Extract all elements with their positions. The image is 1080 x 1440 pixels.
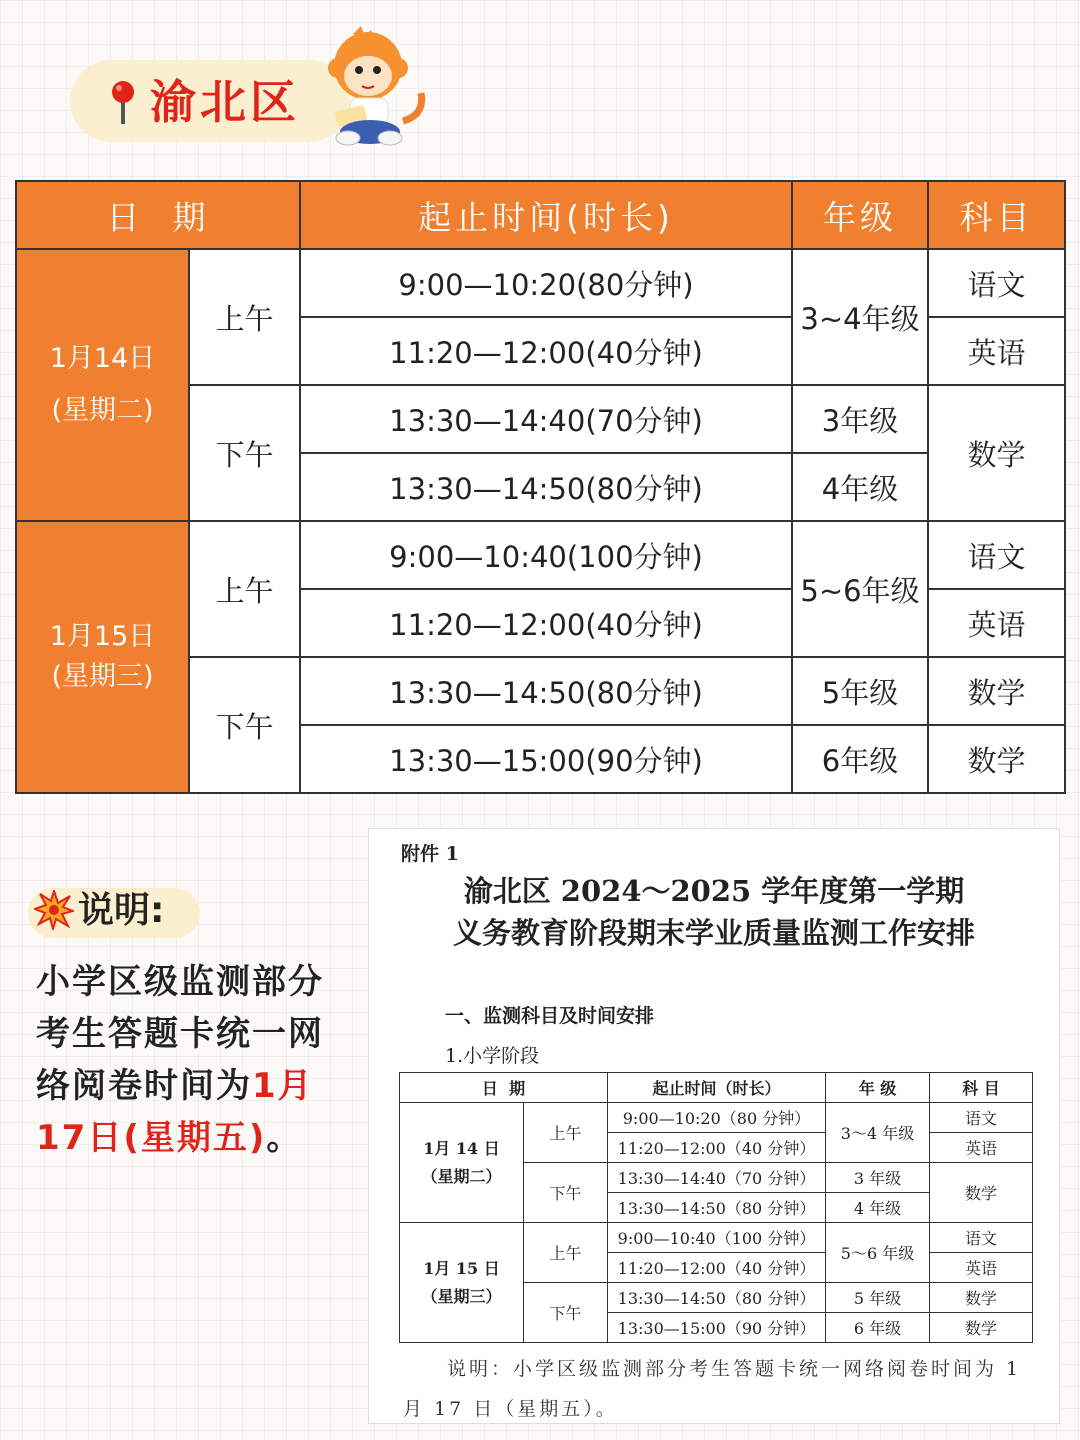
doc-subject-cell: 语文 xyxy=(930,1223,1033,1253)
doc-subject-cell: 英语 xyxy=(930,1253,1033,1283)
doc-time-cell: 11:20—12:00（40 分钟） xyxy=(608,1253,826,1283)
doc-title-line1: 渝北区 2024～2025 学年度第一学期 xyxy=(463,874,965,908)
grade-cell: 5年级 xyxy=(792,657,928,725)
doc-time-cell: 9:00—10:40（100 分钟） xyxy=(608,1223,826,1253)
doc-schedule-table xyxy=(399,1072,1033,1343)
grade-cell: 3~4年级 xyxy=(792,249,928,385)
doc-date-cell xyxy=(400,1223,524,1343)
doc-date-text: 1月 15 日 xyxy=(423,1258,500,1278)
table-row xyxy=(16,521,1065,589)
doc-subject-cell: 英语 xyxy=(930,1133,1033,1163)
doc-title-line2: 义务教育阶段期末学业质量监测工作安排 xyxy=(452,916,975,950)
doc-subject-cell: 数学 xyxy=(930,1163,1033,1223)
table-row xyxy=(400,1103,1033,1133)
subject-cell: 英语 xyxy=(928,317,1065,385)
grade-cell: 4年级 xyxy=(792,453,928,521)
doc-header-subject: 科 目 xyxy=(930,1073,1033,1103)
weekday-text: (星期三) xyxy=(51,661,154,692)
subject-cell: 数学 xyxy=(928,385,1065,521)
doc-date-cell xyxy=(400,1103,524,1223)
doc-grade-cell: 5～6 年级 xyxy=(826,1223,930,1283)
header-date: 日 期 xyxy=(16,181,300,249)
table-row xyxy=(400,1223,1033,1253)
doc-grade-cell: 3～4 年级 xyxy=(826,1103,930,1163)
monkey-mascot-icon xyxy=(318,26,428,150)
note-body-end: 。 xyxy=(266,1118,303,1158)
doc-time-cell: 13:30—15:00（90 分钟） xyxy=(608,1313,826,1343)
page-title: 渝北区 xyxy=(150,75,300,129)
doc-header-time: 起止时间（时长） xyxy=(608,1073,826,1103)
subject-cell: 语文 xyxy=(928,521,1065,589)
doc-header-date: 日 期 xyxy=(400,1073,608,1103)
header-time: 起止时间(时长) xyxy=(300,181,792,249)
time-cell: 9:00—10:20(80分钟) xyxy=(300,249,792,317)
doc-header-grade: 年 级 xyxy=(826,1073,930,1103)
time-cell: 11:20—12:00(40分钟) xyxy=(300,317,792,385)
date-cell xyxy=(16,249,189,521)
period-cell: 上午 xyxy=(189,521,300,657)
date-text: 1月15日 xyxy=(49,621,156,652)
header-grade: 年级 xyxy=(792,181,928,249)
doc-time-cell: 13:30—14:40（70 分钟） xyxy=(608,1163,826,1193)
grade-cell: 3年级 xyxy=(792,385,928,453)
weekday-text: (星期二) xyxy=(51,395,154,426)
doc-time-cell: 9:00—10:20（80 分钟） xyxy=(608,1103,826,1133)
subject-cell: 英语 xyxy=(928,589,1065,657)
table-row xyxy=(16,249,1065,317)
period-cell: 下午 xyxy=(189,385,300,521)
doc-subject-cell: 数学 xyxy=(930,1313,1033,1343)
doc-subject-cell: 语文 xyxy=(930,1103,1033,1133)
doc-subsection-heading: 1.小学阶段 xyxy=(445,1045,540,1067)
doc-subject-cell: 数学 xyxy=(930,1283,1033,1313)
table-header-row xyxy=(400,1073,1033,1103)
time-cell: 13:30—15:00(90分钟) xyxy=(300,725,792,793)
note-body-text: 小学区级监测部分考生答题卡统一网络阅卷时间为 xyxy=(36,962,324,1106)
exam-schedule-table xyxy=(15,180,1066,794)
time-cell: 9:00—10:40(100分钟) xyxy=(300,521,792,589)
doc-date-text: 1月 14 日 xyxy=(423,1138,500,1158)
note-highlight-date: 1月17日(星期五) xyxy=(36,1066,314,1158)
doc-grade-cell: 5 年级 xyxy=(826,1283,930,1313)
document-snapshot xyxy=(368,828,1060,1424)
date-text: 1月14日 xyxy=(49,343,156,374)
doc-weekday-text: （星期二） xyxy=(421,1166,502,1186)
doc-period-cell: 下午 xyxy=(524,1163,608,1223)
doc-period-cell: 上午 xyxy=(524,1103,608,1163)
time-cell: 13:30—14:50(80分钟) xyxy=(300,657,792,725)
time-cell: 11:20—12:00(40分钟) xyxy=(300,589,792,657)
header-subject: 科目 xyxy=(928,181,1065,249)
note-body xyxy=(36,956,346,1164)
doc-attachment-label: 附件 1 xyxy=(401,843,459,865)
doc-grade-cell: 4 年级 xyxy=(826,1193,930,1223)
subject-cell: 数学 xyxy=(928,725,1065,793)
location-pin-icon xyxy=(108,78,138,128)
doc-time-cell: 13:30—14:50（80 分钟） xyxy=(608,1193,826,1223)
doc-weekday-text: （星期三） xyxy=(421,1286,502,1306)
doc-note: 说明：小学区级监测部分考生答题卡统一网络阅卷时间为 1 月 17 日（星期五）。 xyxy=(403,1358,1022,1420)
grade-cell: 6年级 xyxy=(792,725,928,793)
doc-time-cell: 13:30—14:50（80 分钟） xyxy=(608,1283,826,1313)
doc-section-heading: 一、监测科目及时间安排 xyxy=(445,1005,655,1027)
subject-cell: 语文 xyxy=(928,249,1065,317)
doc-period-cell: 下午 xyxy=(524,1283,608,1343)
date-cell xyxy=(16,521,189,793)
doc-period-cell: 上午 xyxy=(524,1223,608,1283)
subject-cell: 数学 xyxy=(928,657,1065,725)
doc-time-cell: 11:20—12:00（40 分钟） xyxy=(608,1133,826,1163)
time-cell: 13:30—14:50(80分钟) xyxy=(300,453,792,521)
grade-cell: 5~6年级 xyxy=(792,521,928,657)
doc-grade-cell: 6 年级 xyxy=(826,1313,930,1343)
doc-grade-cell: 3 年级 xyxy=(826,1163,930,1193)
burst-icon xyxy=(34,890,74,930)
table-header-row xyxy=(16,181,1065,249)
time-cell: 13:30—14:40(70分钟) xyxy=(300,385,792,453)
note-title: 说明: xyxy=(78,890,165,931)
period-cell: 上午 xyxy=(189,249,300,385)
period-cell: 下午 xyxy=(189,657,300,793)
